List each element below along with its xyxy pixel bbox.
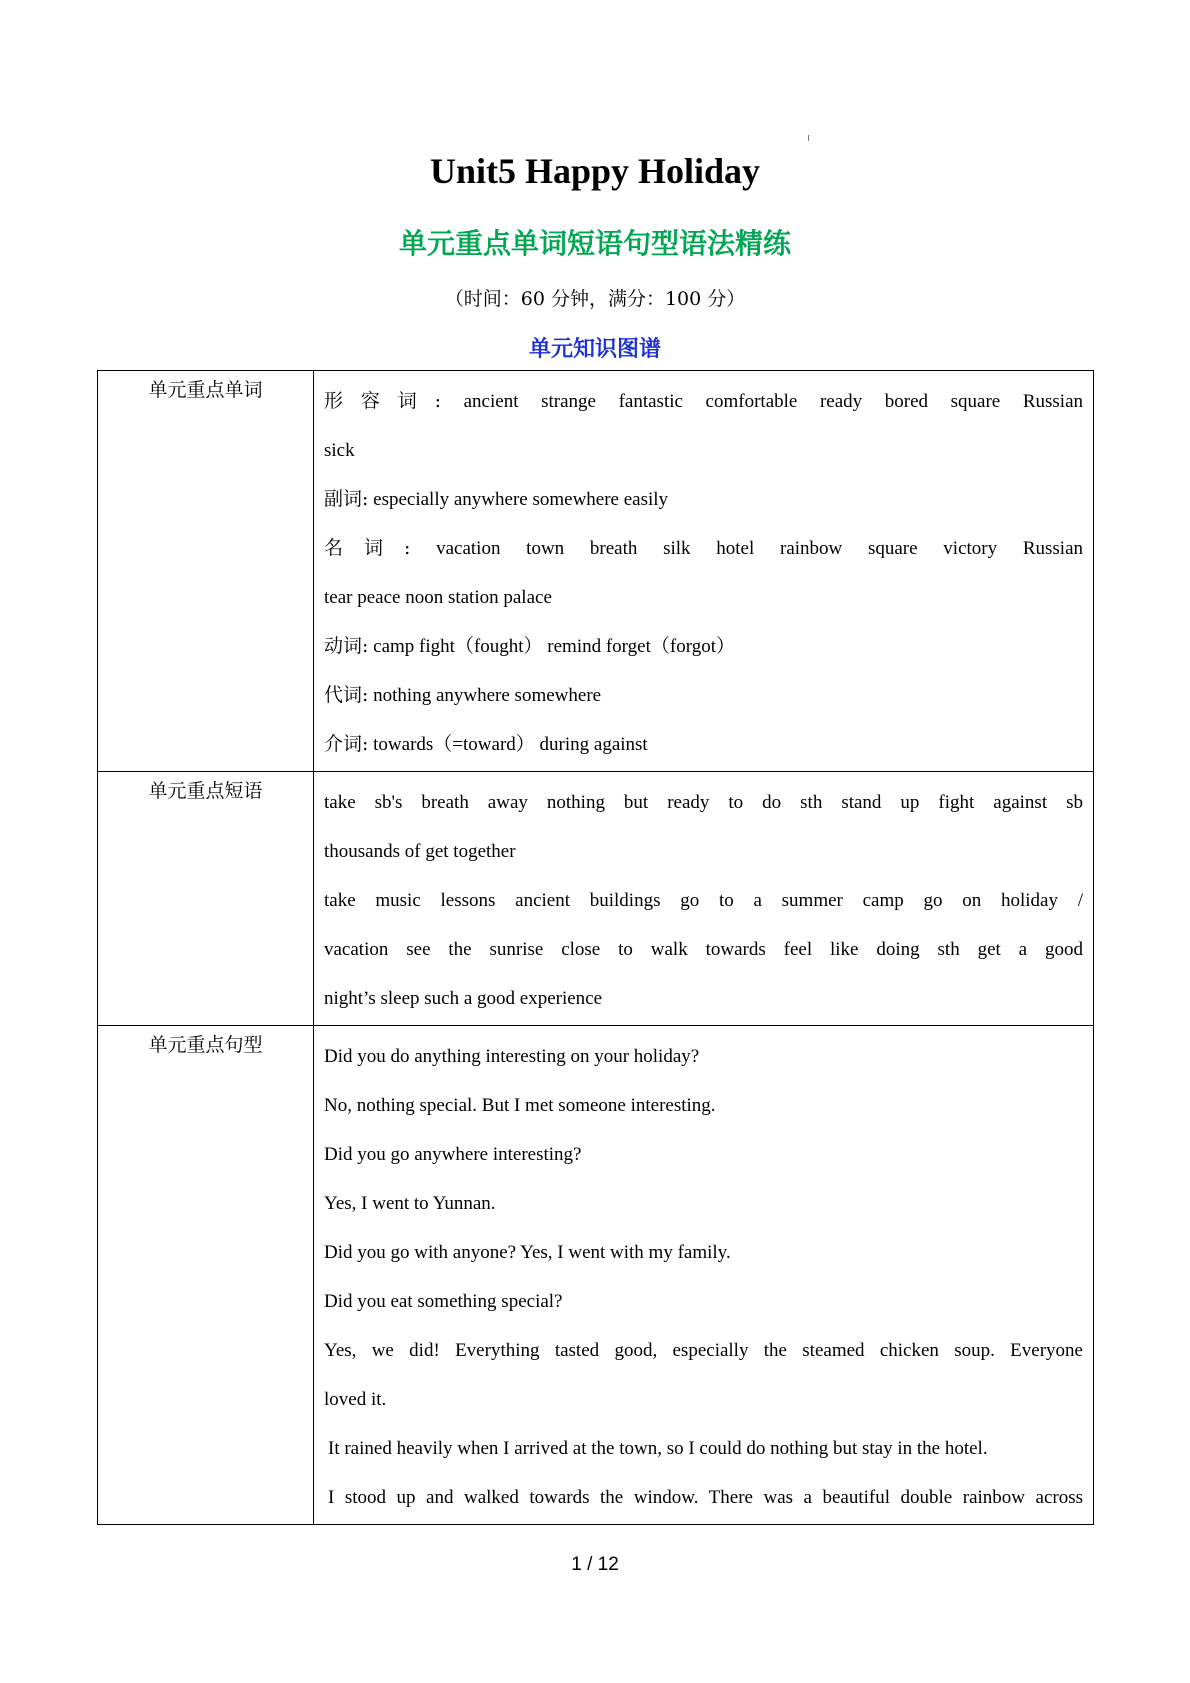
- content-line: [324, 1326, 1083, 1375]
- line-text: Did you go anywhere interesting?: [324, 1144, 582, 1165]
- word-category-label: 动词:: [324, 635, 369, 657]
- line-text: thousands of get together: [324, 841, 516, 862]
- line-text: tear peace noon station palace: [324, 587, 552, 608]
- content-line: [324, 827, 1083, 876]
- document-title: Unit5 Happy Holiday: [429, 151, 761, 191]
- content-line: [324, 671, 1083, 720]
- knowledge-table-body: [98, 371, 1094, 1525]
- line-text: night’s sleep such a good experience: [324, 988, 603, 1009]
- content-line: [324, 573, 1083, 622]
- line-text: Did you do anything interesting on your holiday?: [324, 1046, 700, 1067]
- content-line: [324, 475, 1083, 524]
- content-line: [324, 1424, 1083, 1473]
- content-line: [324, 1179, 1083, 1228]
- line-text: It rained heavily when I arrived at the town, so I could do nothing but stay in the hotel.: [328, 1438, 988, 1459]
- line-text: loved it.: [324, 1389, 387, 1410]
- content-line: [324, 778, 1083, 827]
- row-content: [314, 772, 1094, 1026]
- content-line: [324, 974, 1083, 1023]
- content-line: [324, 426, 1083, 475]
- row-content: [314, 371, 1094, 772]
- content-line: [324, 524, 1083, 573]
- content-line: [324, 622, 1083, 671]
- line-text: take music lessons ancient buildings go to a summer camp go on holiday /: [324, 890, 1083, 911]
- page-mark: [808, 135, 809, 141]
- row-label: 单元重点短语: [98, 772, 314, 1026]
- word-category-label: 介词:: [324, 733, 369, 755]
- page-number: 1 / 12: [571, 1554, 619, 1575]
- line-text: ancient strange fantastic comfortable ready bored square Russian: [463, 391, 1083, 412]
- knowledge-table: [97, 370, 1094, 1525]
- line-text: Did you eat something special?: [324, 1291, 563, 1312]
- line-text: nothing anywhere somewhere: [373, 685, 602, 706]
- line-text: sick: [324, 440, 355, 461]
- line-text: vacation town breath silk hotel rainbow square victory Russian: [436, 538, 1083, 559]
- content-line: [324, 1130, 1083, 1179]
- table-row: [98, 371, 1094, 772]
- content-line: [324, 720, 1083, 769]
- content-line: [324, 1081, 1083, 1130]
- line-text: No, nothing special. But I met someone interesting.: [324, 1095, 716, 1116]
- line-text: camp fight（fought） remind forget（forgot）: [373, 636, 735, 657]
- content-line: [324, 1228, 1083, 1277]
- line-text: Yes, I went to Yunnan.: [324, 1193, 496, 1214]
- line-text: Did you go with anyone? Yes, I went with my family.: [324, 1242, 731, 1263]
- section-title: 单元知识图谱: [528, 337, 661, 362]
- content-line: [324, 377, 1083, 426]
- table-row: [98, 772, 1094, 1026]
- word-category-label: 形容词:: [324, 390, 441, 412]
- line-text: towards（=toward） during against: [373, 734, 648, 755]
- content-line: [324, 876, 1083, 925]
- word-category-label: 名词:: [324, 537, 411, 559]
- word-category-label: 代词:: [324, 684, 369, 706]
- line-text: especially anywhere somewhere easily: [373, 489, 669, 510]
- table-row: [98, 1026, 1094, 1525]
- content-line: [324, 1473, 1083, 1522]
- content-line: [324, 1032, 1083, 1081]
- content-line: [324, 925, 1083, 974]
- time-score-info: （时间：60 分钟，满分：100 分）: [444, 288, 746, 310]
- line-text: I stood up and walked towards the window. There was a beautiful double rainbow across: [328, 1487, 1083, 1508]
- line-text: Yes, we did! Everything tasted good, especially the steamed chicken soup. Everyone: [324, 1340, 1083, 1361]
- content-line: [324, 1277, 1083, 1326]
- row-label: 单元重点单词: [98, 371, 314, 772]
- line-text: take sb's breath away nothing but ready to do sth stand up fight against sb: [324, 792, 1083, 813]
- document-subtitle: 单元重点单词短语句型语法精练: [398, 227, 791, 260]
- content-line: [324, 1375, 1083, 1424]
- word-category-label: 副词:: [324, 488, 369, 510]
- row-content: [314, 1026, 1094, 1525]
- row-label: 单元重点句型: [98, 1026, 314, 1525]
- line-text: vacation see the sunrise close to walk towards feel like doing sth get a good: [324, 939, 1083, 960]
